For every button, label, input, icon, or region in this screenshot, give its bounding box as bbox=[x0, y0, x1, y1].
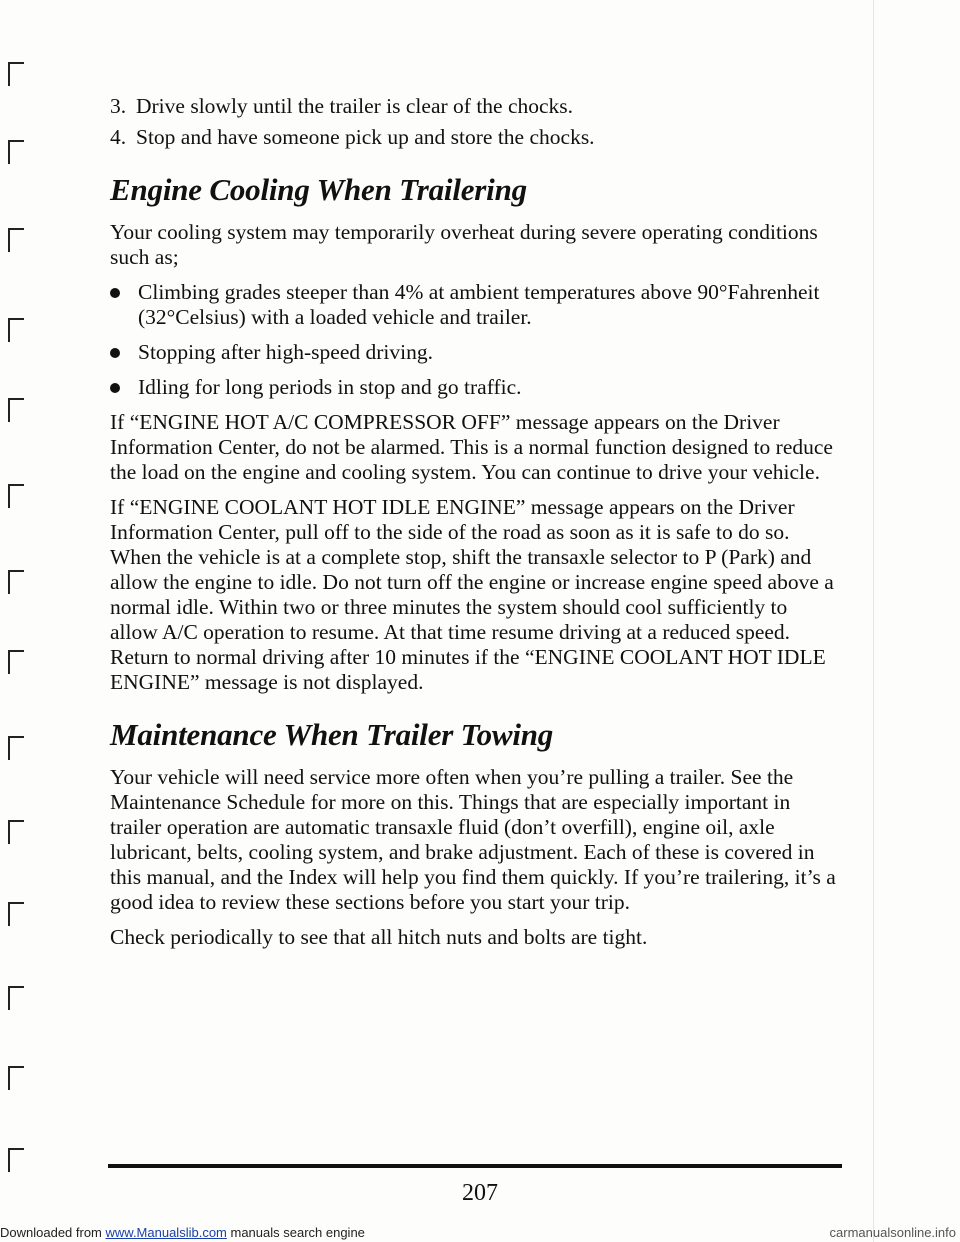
paragraph: If “ENGINE HOT A/C COMPRESSOR OFF” message appears on the Driver Information Center, do not be alarmed. This is a normal function designed to reduce the load on the engine and cooling system. You can continue to drive your vehicle. bbox=[110, 410, 833, 484]
margin-mark bbox=[8, 986, 24, 1010]
paragraph: Your cooling system may temporarily overheat during severe operating conditions such as; bbox=[110, 220, 818, 269]
scan-edge-line bbox=[873, 0, 874, 1242]
footer-prefix: Downloaded from bbox=[0, 1225, 106, 1240]
margin-mark bbox=[8, 650, 24, 674]
section-heading-maintenance: Maintenance When Trailer Towing bbox=[110, 717, 554, 752]
bullet-icon bbox=[110, 375, 138, 400]
footer-suffix: manuals search engine bbox=[226, 1225, 365, 1240]
list-item bbox=[110, 94, 840, 119]
margin-mark bbox=[8, 736, 24, 760]
margin-mark bbox=[8, 398, 24, 422]
step-number: 4. bbox=[110, 125, 127, 149]
scan-margin-marks bbox=[0, 0, 40, 1242]
margin-mark bbox=[8, 228, 24, 252]
conditions-list bbox=[110, 280, 840, 400]
list-item bbox=[110, 125, 840, 150]
manualslib-link[interactable]: www.Manualslib.com bbox=[105, 1225, 227, 1240]
section-heading-engine-cooling: Engine Cooling When Trailering bbox=[110, 172, 527, 207]
step-text: Stop and have someone pick up and store the chocks. bbox=[136, 125, 595, 149]
step-number: 3. bbox=[110, 94, 127, 118]
bullet-icon bbox=[110, 280, 138, 330]
margin-mark bbox=[8, 820, 24, 844]
paragraph: Your vehicle will need service more often when you’re pulling a trailer. See the Maintenance Schedule for more on this. Things that are especially important in trailer operation are automatic transaxle fluid (don’t overfill), engine oil, axle lubricant, belts, cooling system, and brake adjustment. Each of these is covered in this manual, and the Index will help you find them quickly. If you’re trailering, it’s a good idea to review these sections before you start your trip. bbox=[110, 765, 836, 914]
footer-rule bbox=[108, 1164, 842, 1168]
list-item bbox=[110, 340, 840, 365]
margin-mark bbox=[8, 140, 24, 164]
bullet-text: Climbing grades steeper than 4% at ambient temperatures above 90°Fahrenheit (32°Celsius) with a loaded vehicle and trailer. bbox=[138, 280, 820, 329]
bullet-text: Idling for long periods in stop and go traffic. bbox=[138, 375, 522, 399]
steps-list bbox=[110, 94, 840, 150]
margin-mark bbox=[8, 902, 24, 926]
page-number: 207 bbox=[462, 1180, 498, 1206]
margin-mark bbox=[8, 570, 24, 594]
bullet-icon bbox=[110, 340, 138, 365]
margin-mark bbox=[8, 62, 24, 86]
bullet-text: Stopping after high-speed driving. bbox=[138, 340, 433, 364]
paragraph: If “ENGINE COOLANT HOT IDLE ENGINE” message appears on the Driver Information Center, pull off to the side of the road as soon as it is safe to do so. When the vehicle is at a complete stop, shift the transaxle selector to P (Park) and allow the engine to idle. Do not turn off the engine or increase engine speed above a normal idle. Within two or three minutes the system should cool sufficiently to allow A/C operation to resume. At that time resume driving at a reduced speed. Return to normal driving after 10 minutes if the “ENGINE COOLANT HOT IDLE ENGINE” message is not displayed. bbox=[110, 495, 834, 694]
margin-mark bbox=[8, 484, 24, 508]
margin-mark bbox=[8, 1066, 24, 1090]
list-item bbox=[110, 375, 840, 400]
margin-mark bbox=[8, 318, 24, 342]
paragraph: Check periodically to see that all hitch nuts and bolts are tight. bbox=[110, 925, 648, 949]
list-item bbox=[110, 280, 840, 330]
download-footer bbox=[0, 1225, 365, 1240]
margin-mark bbox=[8, 1148, 24, 1172]
step-text: Drive slowly until the trailer is clear of the chocks. bbox=[136, 94, 574, 118]
watermark-text: carmanualsonline.info bbox=[829, 1225, 956, 1240]
page-content bbox=[110, 94, 840, 960]
